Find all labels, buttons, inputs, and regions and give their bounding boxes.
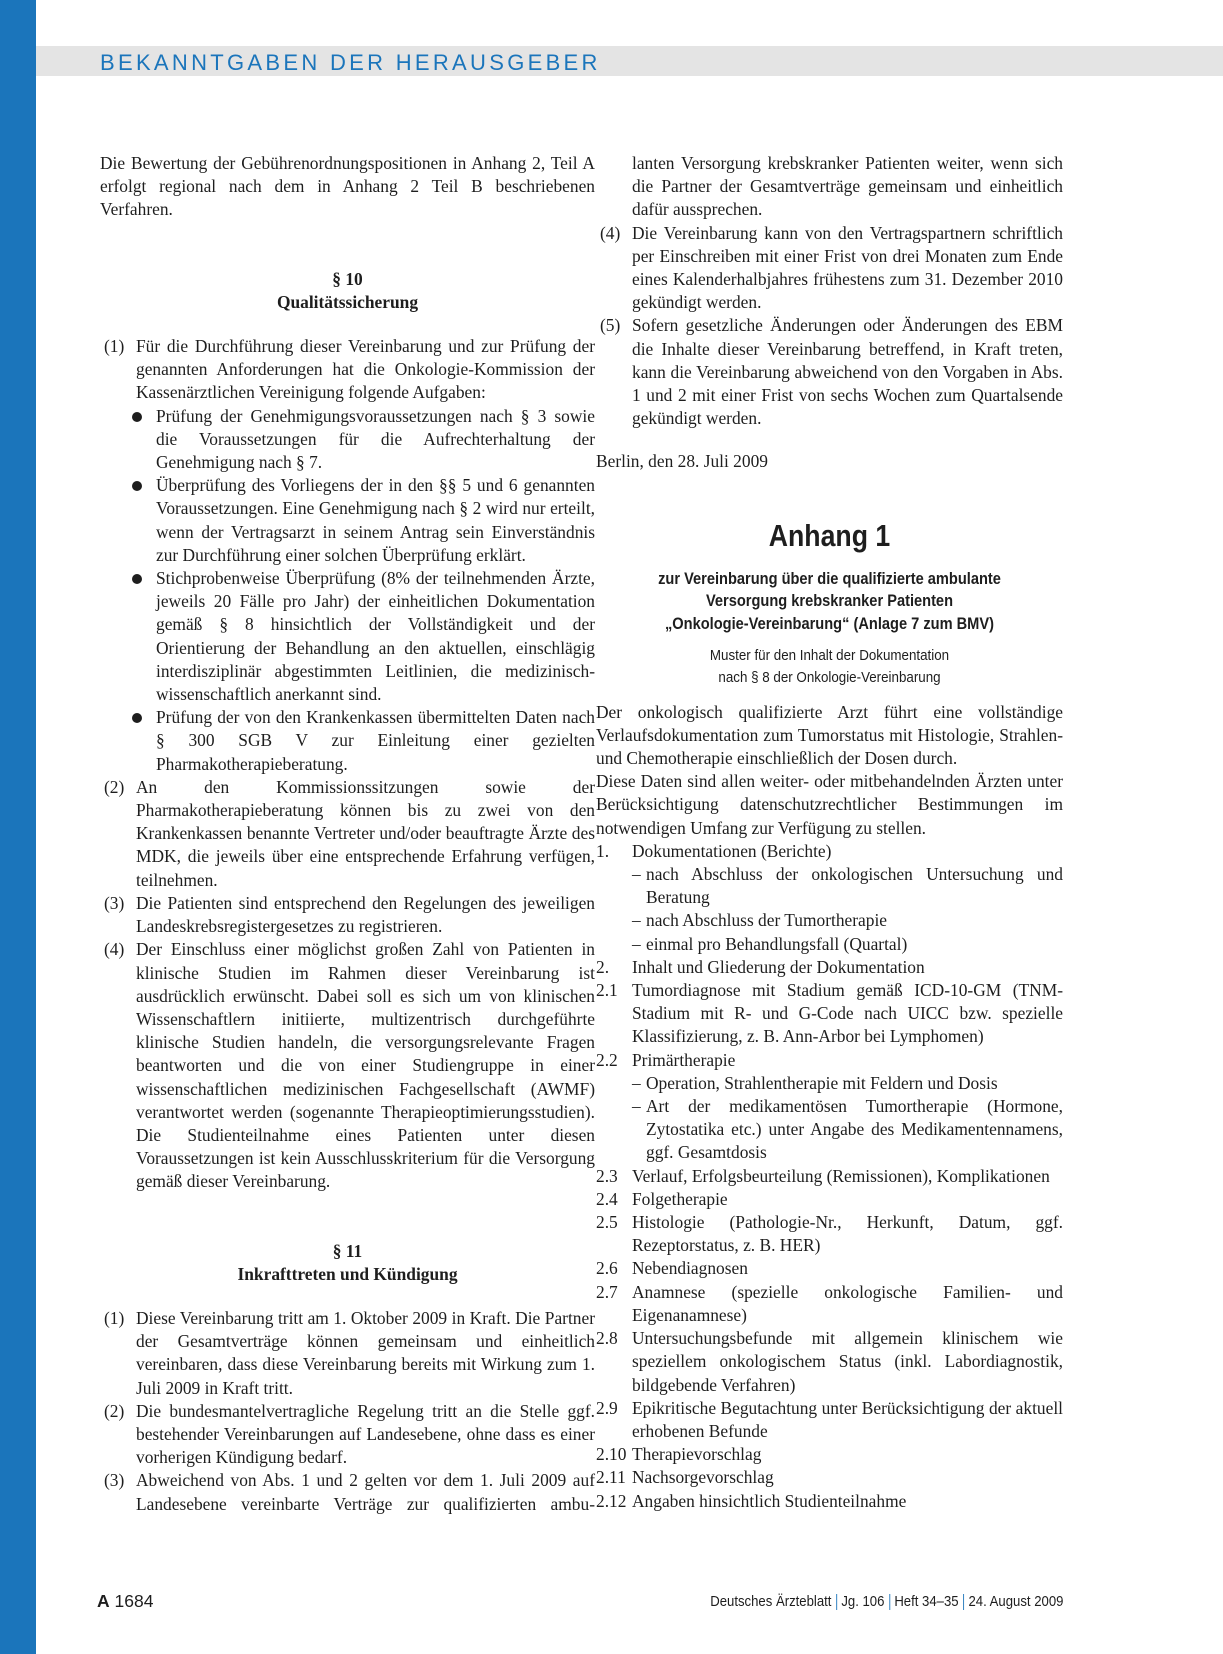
s10-bullet-2: Überprüfung des Vorliegens der in den §§ 5 und 6 genannten Voraussetzungen. Eine Genehmigung nach § 2 wird nur erteilt, wenn der Vertragsarzt in seinem Antrag sein Einverständnis zur Durchführung einer solchen Überprüfung erklärt. [100, 474, 595, 567]
list-subitem [596, 1095, 1063, 1165]
list-subitem [596, 863, 1063, 909]
paragraph-number: (3) [104, 892, 125, 913]
list-item [596, 1397, 1063, 1443]
list-item-text: Nachsorgevorschlag [632, 1467, 774, 1488]
list-item [596, 1211, 1063, 1257]
s10-paragraph-2: (2) An den Kommissionssitzungen sowie der Pharmakotherapieberatung können bis zu zwei von den Krankenkassen benannte Vertreter und/oder beauftragte Ärzte des MDK, die jeweils über eine entsprechende Erfahrung verfügen, teilnehmen. [104, 776, 595, 890]
list-item-number: 2.12 [596, 1490, 627, 1511]
s11-paragraph-1: (1) Diese Vereinbarung tritt am 1. Oktober 2009 in Kraft. Die Partner der Gesamtverträge können gemeinsam und einheitlich vereinbaren, dass diese Vereinbarung bereits mit Wirkung zum 1. Juli 2009 in Kraft tritt. [104, 1307, 595, 1398]
journal-footer [710, 1592, 1063, 1612]
list-item-number: 2.8 [596, 1328, 618, 1349]
intro-paragraph: Die Bewertung der Gebührenordnungspositionen in Anhang 2, Teil A erfolgt regional nach dem in Anhang 2 Teil B beschriebenen Verfahren. [100, 153, 595, 220]
divider [835, 1594, 836, 1610]
s11-paragraph-4: (4) Die Vereinbarung kann von den Vertragspartnern schriftlich per Einschreiben mit einer Frist von drei Monaten zum Ende eines Kalenderhalbjahres frühestens zum 31. Dezember 2010 gekündigt werden. [600, 222, 1063, 313]
s10-bullet-1: Prüfung der Genehmigungsvoraussetzungen nach § 3 sowie die Voraussetzungen für die Aufrechterhaltung der Genehmigung nach § 7. [100, 405, 595, 475]
bullet-dot-icon [132, 412, 142, 422]
list-subitem [596, 933, 1063, 956]
left-column [100, 152, 595, 1516]
list-item-text: Histologie (Pathologie-Nr., Herkunft, Datum, ggf. Rezeptorstatus, z. B. HER) [632, 1212, 1063, 1256]
list-item [596, 1443, 1063, 1466]
divider [963, 1594, 964, 1610]
list-item-text: Inhalt und Gliederung der Dokumentation [632, 956, 925, 977]
list-item-number: 2.11 [596, 1467, 626, 1488]
dash-marker: – [632, 1072, 641, 1093]
s10-paragraph-3: (3) Die Patienten sind entsprechend den Regelungen des jeweiligen Landeskrebsregistergesetzes zu registrieren. [104, 892, 595, 937]
s10-paragraph-4: (4) Der Einschluss einer möglichst großen Zahl von Patienten in klinische Studien im Rahmen dieser Vereinbarung ist ausdrücklich erwünscht. Dabei soll es sich um von klinischen Wissenschaftlern initiierte, multizentrisch durchgeführte klinische Studien handeln, die versorgungsrelevante Fragen beantworten und die von einer Studiengruppe in einer wissenschaftlichen medizinischen Fachgesellschaft (AWMF) verantwortet werden (sogenannte Therapieoptimierungsstudien). Die Studienteilnahme eines Patienten unter diesen Voraussetzungen ist kein Ausschlusskriterium für die Versorgung gemäß dieser Vereinbarung. [104, 939, 595, 1192]
anhang-description-line-1: Muster für den Inhalt der Dokumentation [709, 647, 950, 665]
signature-date: Berlin, den 28. Juli 2009 [596, 451, 768, 472]
list-item-number: 2.1 [596, 980, 618, 1001]
list-item-text: Untersuchungsbefunde mit allgemein klinischem wie speziellem onkologischem Status (inkl. Labordiagnostik, bildgebende Verfahren) [632, 1328, 1063, 1395]
dash-marker: – [632, 864, 641, 885]
list-item-number: 2.10 [596, 1444, 627, 1465]
list-item-text: Folgetherapie [632, 1188, 728, 1209]
list-item-text: nach Abschluss der Tumortherapie [646, 910, 888, 931]
list-item-text: Angaben hinsichtlich Studienteilnahme [632, 1490, 907, 1511]
section-11-title: Inkrafttreten und Kündigung [237, 1263, 458, 1284]
list-item [596, 1257, 1063, 1280]
list-item [596, 1281, 1063, 1327]
s10-paragraph-1: (1) Für die Durchführung dieser Vereinbarung und zur Prüfung der genannten Anforderungen hat die Onkologie-Kommission der Kassenärztlichen Vereinigung folgende Aufgaben: [104, 336, 595, 403]
s11-paragraph-3: (3) Abweichend von Abs. 1 und 2 gelten vor dem 1. Juli 2009 auf Landesebene vereinbarte Verträge zur qualifizierten ambu- [104, 1470, 595, 1514]
anhang-title: Anhang 1 [768, 517, 891, 553]
list-item-number: 2.2 [596, 1049, 618, 1070]
dash-marker: – [632, 1096, 641, 1117]
anhang-description-line-2: nach § 8 der Onkologie-Vereinbarung [718, 669, 941, 687]
s11-paragraph-5: (5) Sofern gesetzliche Änderungen oder Änderungen des EBM die Inhalte dieser Vereinbarung betreffend, in Kraft treten, kann die Vereinbarung abweichend von den Vorgaben in Abs. 1 und 2 mit einer Frist von sechs Wochen zum Quartalsende gekündigt werden. [600, 315, 1063, 429]
list-item-number: 2.7 [596, 1281, 618, 1302]
list-item [596, 1165, 1063, 1188]
bullet-dot-icon [132, 481, 142, 491]
list-item-number: 2.5 [596, 1212, 618, 1233]
list-item-text: Primärtherapie [632, 1049, 736, 1070]
list-item [596, 1327, 1063, 1397]
section-header: BEKANNTGABEN DER HERAUSGEBER [100, 50, 601, 75]
list-item-text: nach Abschluss der onkologischen Untersuchung und Beratung [646, 864, 1063, 908]
paragraph-number: (5) [600, 315, 621, 336]
s10-bullet-3: Stichprobenweise Überprüfung (8% der teilnehmenden Ärzte, jeweils 20 Fälle pro Jahr) der einheitlichen Dokumentation gemäß § 8 hinsichtlich der Vollständigkeit und der Orientierung der Behandlung an den aktuellen, einschlägig interdisziplinär abgestimmten Leitlinien, die medizinisch-wissenschaftlich anerkannt sind. [100, 567, 595, 706]
paragraph-number: (4) [104, 939, 125, 960]
paragraph-number: (3) [104, 1470, 125, 1491]
anhang-subtitle-line-1: zur Vereinbarung über die qualifizierte ambulante [658, 568, 1001, 588]
list-item-text: Therapievorschlag [632, 1444, 762, 1465]
anhang-subtitle-line-3: „Onkologie-Vereinbarung“ (Anlage 7 zum BMV) [664, 613, 994, 633]
list-item-text: Anamnese (spezielle onkologische Familien- und Eigenanamnese) [632, 1281, 1063, 1325]
list-item-text: Nebendiagnosen [632, 1258, 748, 1279]
paragraph-number: (2) [104, 776, 125, 797]
list-item-text: Epikritische Begutachtung unter Berücksichtigung der aktuell erhobenen Befunde [632, 1397, 1063, 1441]
list-item [596, 1466, 1063, 1489]
paragraph-number: (1) [104, 336, 125, 357]
list-item [596, 1049, 1063, 1072]
page-number: A 1684 [97, 1591, 154, 1611]
journal-name: Deutsches Ärzteblatt [709, 1594, 831, 1610]
list-item-text: Tumordiagnose mit Stadium gemäß ICD-10-GM (TNM-Stadium mit R- und G-Code nach UICC bzw. spezielle Klassifizierung, z. B. Ann-Arbor bei Lymphomen) [632, 980, 1063, 1047]
list-item-number: 2. [596, 956, 610, 977]
bullet-dot-icon [132, 574, 142, 584]
dash-marker: – [632, 933, 641, 954]
journal-volume: Jg. 106 [840, 1594, 884, 1610]
list-item-number: 1. [596, 840, 610, 861]
list-item-text: Art der medikamentösen Tumortherapie (Hormone, Zytostatika etc.) unter Angabe des Medikamentennamens, ggf. Gesamtdosis [646, 1096, 1063, 1163]
accent-side-bar [0, 0, 36, 1654]
s10-bullet-4: Prüfung der von den Krankenkassen übermittelten Daten nach § 300 SGB V zur Einleitung einer gezielten Pharmakotherapieberatung. [100, 706, 595, 776]
list-item-text: einmal pro Behandlungsfall (Quartal) [646, 933, 908, 954]
list-item [596, 979, 1063, 1049]
list-item-text: Operation, Strahlentherapie mit Feldern und Dosis [646, 1072, 998, 1093]
journal-issue: Heft 34–35 [893, 1594, 959, 1610]
paragraph-number: (1) [104, 1307, 125, 1328]
list-item-number: 2.4 [596, 1188, 618, 1209]
anhang-subtitle-line-2: Versorgung krebskranker Patienten [705, 591, 954, 611]
s11-paragraph-2: (2) Die bundesmantelvertragliche Regelung tritt an die Stelle ggf. bestehender Vereinbarungen auf Landesebene, ohne dass es einer vorherigen Kündigung bedarf. [104, 1400, 595, 1468]
list-item-text: Verlauf, Erfolgsbeurteilung (Remissionen), Komplikationen [632, 1165, 1050, 1186]
section-11-number: § 11 [332, 1240, 363, 1261]
divider [888, 1594, 889, 1610]
list-subitem [596, 909, 1063, 932]
journal-date: 24. August 2009 [968, 1594, 1063, 1610]
anhang-body-paragraph-2: Diese Daten sind allen weiter- oder mitbehandelnden Ärzten unter Berücksichtigung datenschutzrechtlicher Bestimmungen im notwendigen Umfang zur Verfügung zu stellen. [596, 771, 1063, 838]
list-item-text: Dokumentationen (Berichte) [632, 840, 832, 861]
paragraph-number: (2) [104, 1400, 125, 1421]
list-item [596, 840, 1063, 863]
right-column [596, 152, 1063, 1513]
list-item-number: 2.6 [596, 1258, 618, 1279]
list-item [596, 1490, 1063, 1513]
dash-marker: – [632, 910, 641, 931]
list-item-number: 2.3 [596, 1165, 618, 1186]
list-subitem [596, 1072, 1063, 1095]
section-10-number: § 10 [332, 268, 363, 289]
bullet-dot-icon [132, 713, 142, 723]
anhang-body-paragraph-1: Der onkologisch qualifizierte Arzt führt eine vollständige Verlaufsdokumentation zum Tumorstatus mit Histologie, Strahlen- und Chemotherapie einschließlich der Dosen durch. [596, 701, 1063, 769]
paragraph-number: (4) [600, 222, 621, 243]
section-10-title: Qualitätssicherung [276, 291, 419, 312]
list-item-number: 2.9 [596, 1397, 618, 1418]
list-item [596, 956, 1063, 979]
list-item [596, 1188, 1063, 1211]
documentation-list [596, 840, 1063, 1513]
s11-paragraph-3-continued: lanten Versorgung krebskranker Patienten weiter, wenn sich die Partner der Gesamtverträge gemeinsam und einheitlich dafür aussprechen. [632, 153, 1063, 220]
